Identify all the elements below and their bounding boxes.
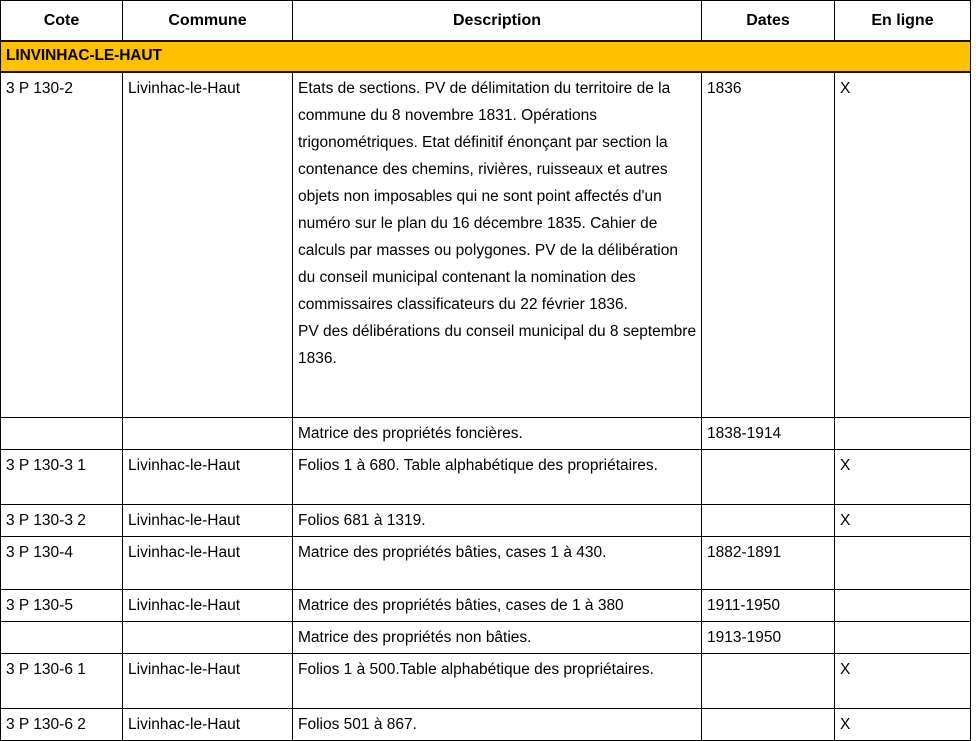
- cell-cote: 3 P 130-3 2: [1, 505, 123, 537]
- column-header-commune[interactable]: Commune: [123, 1, 293, 41]
- table-row[interactable]: [1, 537, 971, 590]
- cell-dates: [702, 505, 835, 537]
- cell-commune: Livinhac-le-Haut: [123, 72, 293, 418]
- cell-online: X: [835, 72, 971, 418]
- table-row[interactable]: [1, 450, 971, 505]
- cell-dates: 1882-1891: [702, 537, 835, 590]
- cell-dates: 1913-1950: [702, 622, 835, 654]
- table-header-row: [1, 1, 971, 41]
- cell-description: Matrice des propriétés foncières.: [293, 418, 702, 450]
- cell-commune: [123, 418, 293, 450]
- cell-online: [835, 622, 971, 654]
- table-row[interactable]: [1, 590, 971, 622]
- cell-online: X: [835, 709, 971, 741]
- cell-cote: [1, 622, 123, 654]
- column-header-dates[interactable]: Dates: [702, 1, 835, 41]
- cell-online: X: [835, 505, 971, 537]
- cell-dates: [702, 450, 835, 505]
- cell-description: Matrice des propriétés non bâties.: [293, 622, 702, 654]
- cell-commune: Livinhac-le-Haut: [123, 505, 293, 537]
- cell-online: X: [835, 450, 971, 505]
- cell-commune: Livinhac-le-Haut: [123, 654, 293, 709]
- table-body: [1, 41, 971, 741]
- table-row[interactable]: [1, 418, 971, 450]
- cell-dates: [702, 654, 835, 709]
- column-header-cote[interactable]: Cote: [1, 1, 123, 41]
- cell-cote: 3 P 130-6 1: [1, 654, 123, 709]
- cell-online: [835, 590, 971, 622]
- table-row[interactable]: [1, 72, 971, 418]
- description-paragraph-1: Etats de sections. PV de délimitation du territoire de la commune du 8 novembre 1831. Opérations trigonométriques. Etat définitif énonçant par section la contenance des chemins, rivières, ruisseaux et autres objets non imposables qui ne sont point affectés d'un numéro sur le plan du 16 décembre 1835. Cahier de calculs par masses ou polygones. PV de la délibération du conseil municipal contenant la nomination des commissaires classificateurs du 22 février 1836.: [298, 79, 678, 313]
- cell-commune: Livinhac-le-Haut: [123, 709, 293, 741]
- cell-cote: [1, 418, 123, 450]
- column-header-description[interactable]: Description: [293, 1, 702, 41]
- cell-cote: 3 P 130-2: [1, 72, 123, 418]
- table-row[interactable]: [1, 654, 971, 709]
- cell-cote: 3 P 130-4: [1, 537, 123, 590]
- cell-description: Folios 1 à 680. Table alphabétique des propriétaires.: [293, 450, 702, 505]
- cell-dates: 1911-1950: [702, 590, 835, 622]
- cell-description: Folios 1 à 500.Table alphabétique des propriétaires.: [293, 654, 702, 709]
- column-header-en-ligne[interactable]: En ligne: [835, 1, 971, 41]
- table-row[interactable]: [1, 709, 971, 741]
- cell-dates: [702, 709, 835, 741]
- cell-cote: 3 P 130-3 1: [1, 450, 123, 505]
- cell-commune: Livinhac-le-Haut: [123, 537, 293, 590]
- cell-dates: 1838-1914: [702, 418, 835, 450]
- cell-cote: 3 P 130-6 2: [1, 709, 123, 741]
- cell-commune: [123, 622, 293, 654]
- section-header-label: LINVINHAC-LE-HAUT: [1, 41, 971, 72]
- cell-description: Folios 501 à 867.: [293, 709, 702, 741]
- cell-online: [835, 418, 971, 450]
- table-head: [1, 1, 971, 41]
- cell-online: X: [835, 654, 971, 709]
- cell-commune: Livinhac-le-Haut: [123, 450, 293, 505]
- description-paragraph-2: PV des délibérations du conseil municipal du 8 septembre 1836.: [298, 322, 697, 367]
- cell-commune: Livinhac-le-Haut: [123, 590, 293, 622]
- cell-cote: 3 P 130-5: [1, 590, 123, 622]
- cell-online: [835, 537, 971, 590]
- cell-description: Matrice des propriétés bâties, cases de 1 à 380: [293, 590, 702, 622]
- cell-description: Folios 681 à 1319.: [293, 505, 702, 537]
- cell-dates: 1836: [702, 72, 835, 418]
- cell-description: [293, 72, 702, 418]
- table-row[interactable]: [1, 622, 971, 654]
- cell-description: Matrice des propriétés bâties, cases 1 à 430.: [293, 537, 702, 590]
- table-row[interactable]: [1, 505, 971, 537]
- section-header-row: [1, 41, 971, 72]
